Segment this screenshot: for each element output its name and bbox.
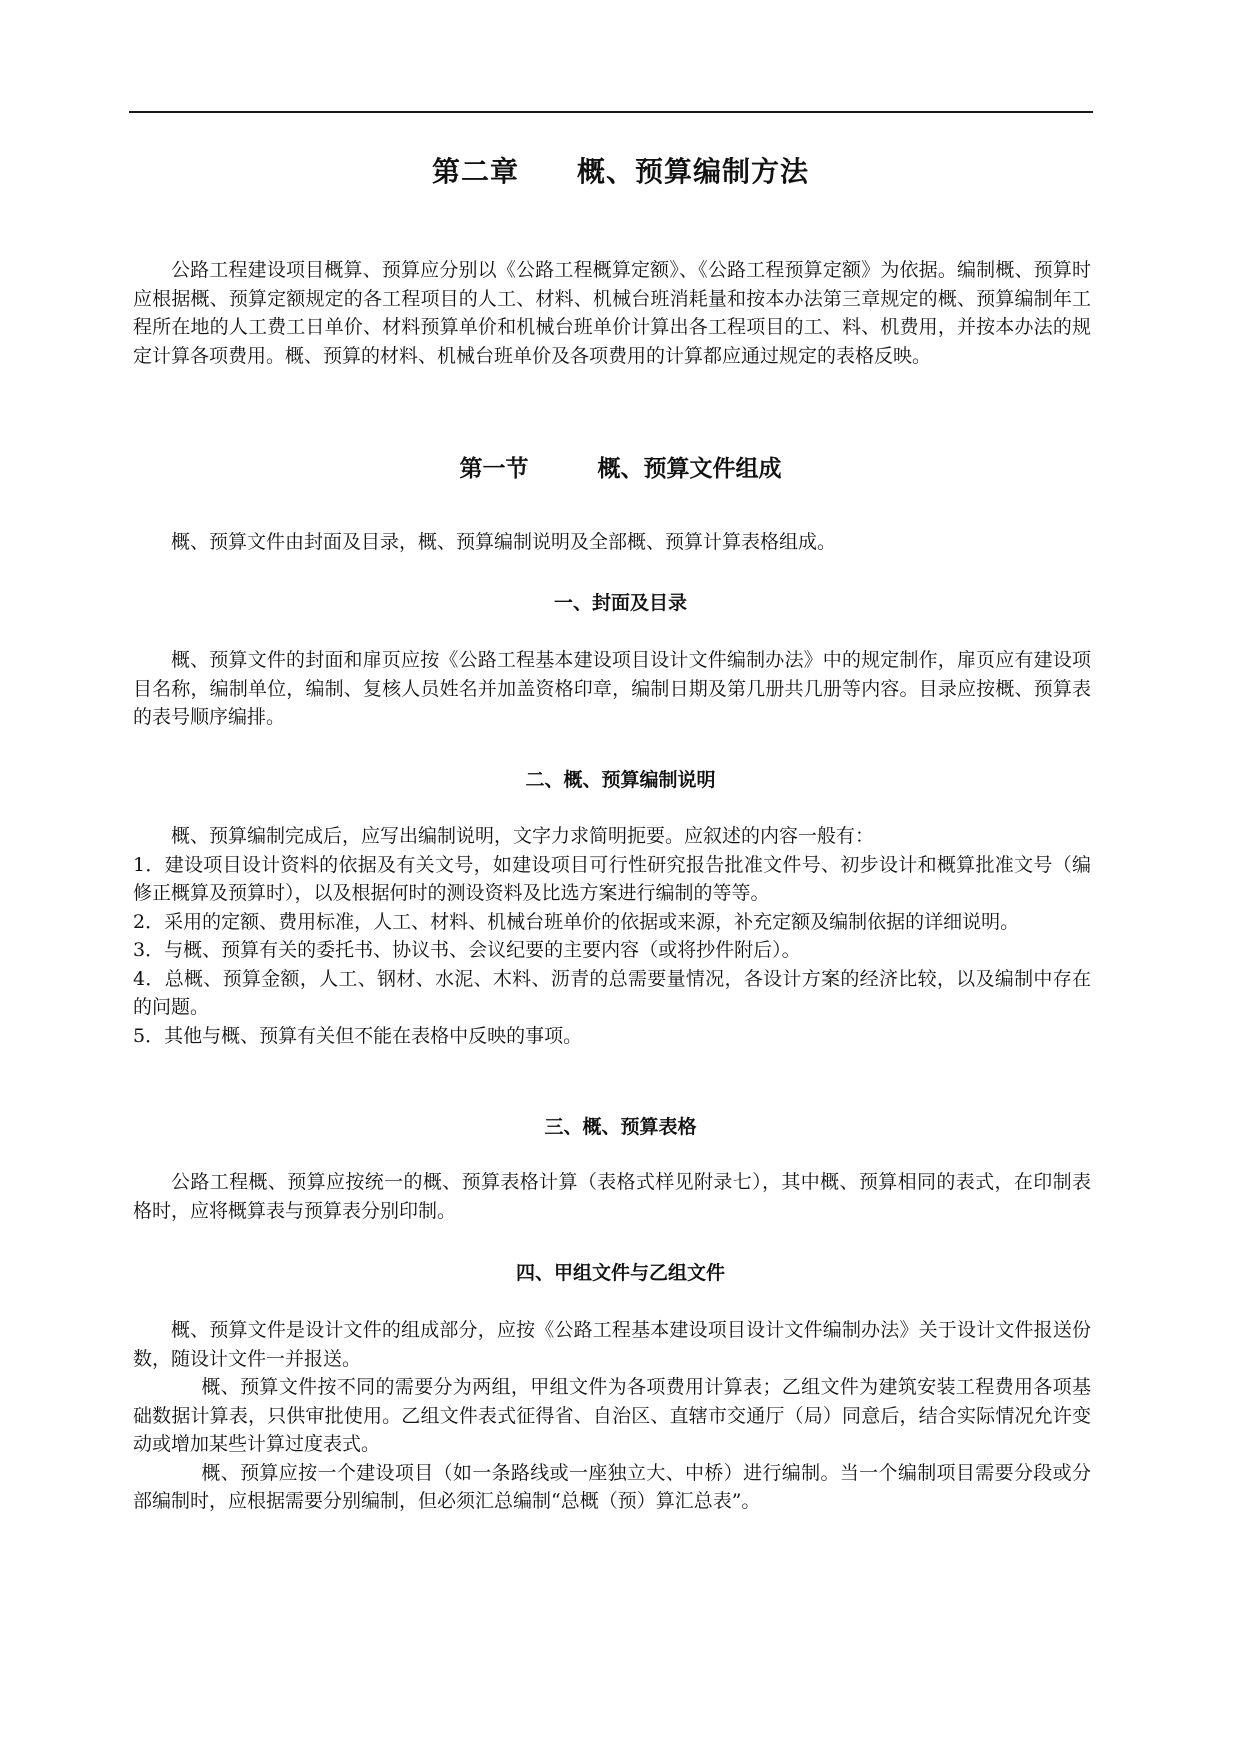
section-title: 第一节 概、预算文件组成 bbox=[459, 455, 782, 482]
list-item: 4．总概、预算金额，人工、钢材、水泥、木料、沥青的总需要量情况，各设计方案的经济比较，以及编制中存在的问题。 bbox=[133, 967, 1091, 1018]
groups-paragraph: 概、预算文件按不同的需要分为两组，甲组文件为各项费用计算表；乙组文件为建筑安装工程费用各项基础数据计算表，只供审批使用。乙组文件表式征得省、自治区、直辖市交通厅（局）同意后，结合实际情况允许变动或增加某些计算过度表式。 bbox=[133, 1376, 1091, 1455]
subsection-title-cover: 一、封面及目录 bbox=[553, 592, 687, 614]
description-lead: 概、预算编制完成后，应写出编制说明，文字力求简明扼要。应叙述的内容一般有： bbox=[171, 825, 875, 847]
subsection-title-tables: 三、概、预算表格 bbox=[544, 1116, 697, 1138]
groups-block bbox=[133, 1316, 1091, 1516]
list-item: 1．建设项目设计资料的依据及有关文号，如建设项目可行性研究报告批准文件号、初步设计和概算批准文号（编修正概算及预算时），以及根据何时的测设资料及比选方案进行编制的等等。 bbox=[133, 853, 1091, 904]
subsection-title-groups: 四、甲组文件与乙组文件 bbox=[515, 1262, 725, 1284]
section-summary: 概、预算文件由封面及目录，概、预算编制说明及全部概、预算计算表格组成。 bbox=[171, 531, 837, 553]
list-item: 2．采用的定额、费用标准，人工、材料、机械台班单价的依据或来源，补充定额及编制依据的详细说明。 bbox=[133, 910, 1020, 933]
chapter-title: 第二章 概、预算编制方法 bbox=[431, 155, 809, 188]
list-item: 3．与概、预算有关的委托书、协议书、会议纪要的主要内容（或将抄件附后）。 bbox=[133, 939, 801, 961]
cover-paragraph: 概、预算文件的封面和扉页应按《公路工程基本建设项目设计文件编制办法》中的规定制作，扉页应有建设项目名称，编制单位，编制、复核人员姓名并加盖资格印章，编制日期及第几册共几册等内容。目录应按概、预算表的表号顺序编排。 bbox=[133, 649, 1091, 728]
intro-paragraph: 公路工程建设项目概算、预算应分别以《公路工程概算定额》、《公路工程预算定额》为依据。编制概、预算时应根据概、预算定额规定的各工程项目的人工、材料、机械台班消耗量和按本办法第三章规定的概、预算编制年工程所在地的人工费工日单价、材料预算单价和机械台班单价计算出各工程项目的工、料、机费用，并按本办法的规定计算各项费用。概、预算的材料、机械台班单价及各项费用的计算都应通过规定的表格反映。 bbox=[133, 259, 1091, 367]
tables-paragraph: 公路工程概、预算应按统一的概、预算表格计算（表格式样见附录七），其中概、预算相同的表式，在印制表格时，应将概算表与预算表分别印制。 bbox=[133, 1171, 1091, 1222]
groups-paragraph: 概、预算应按一个建设项目（如一条路线或一座独立大、中桥）进行编制。当一个编制项目需要分段或分部编制时，应根据需要分别编制，但必须汇总编制“总概（预）算汇总表”。 bbox=[133, 1461, 1091, 1512]
subsection-title-description: 二、概、预算编制说明 bbox=[525, 769, 716, 791]
groups-paragraph: 概、预算文件是设计文件的组成部分，应按《公路工程基本建设项目设计文件编制办法》关于设计文件报送份数，随设计文件一并报送。 bbox=[133, 1319, 1091, 1370]
description-block bbox=[133, 822, 1091, 1050]
header-rule bbox=[129, 111, 1093, 113]
list-item: 5．其他与概、预算有关但不能在表格中反映的事项。 bbox=[133, 1024, 583, 1047]
